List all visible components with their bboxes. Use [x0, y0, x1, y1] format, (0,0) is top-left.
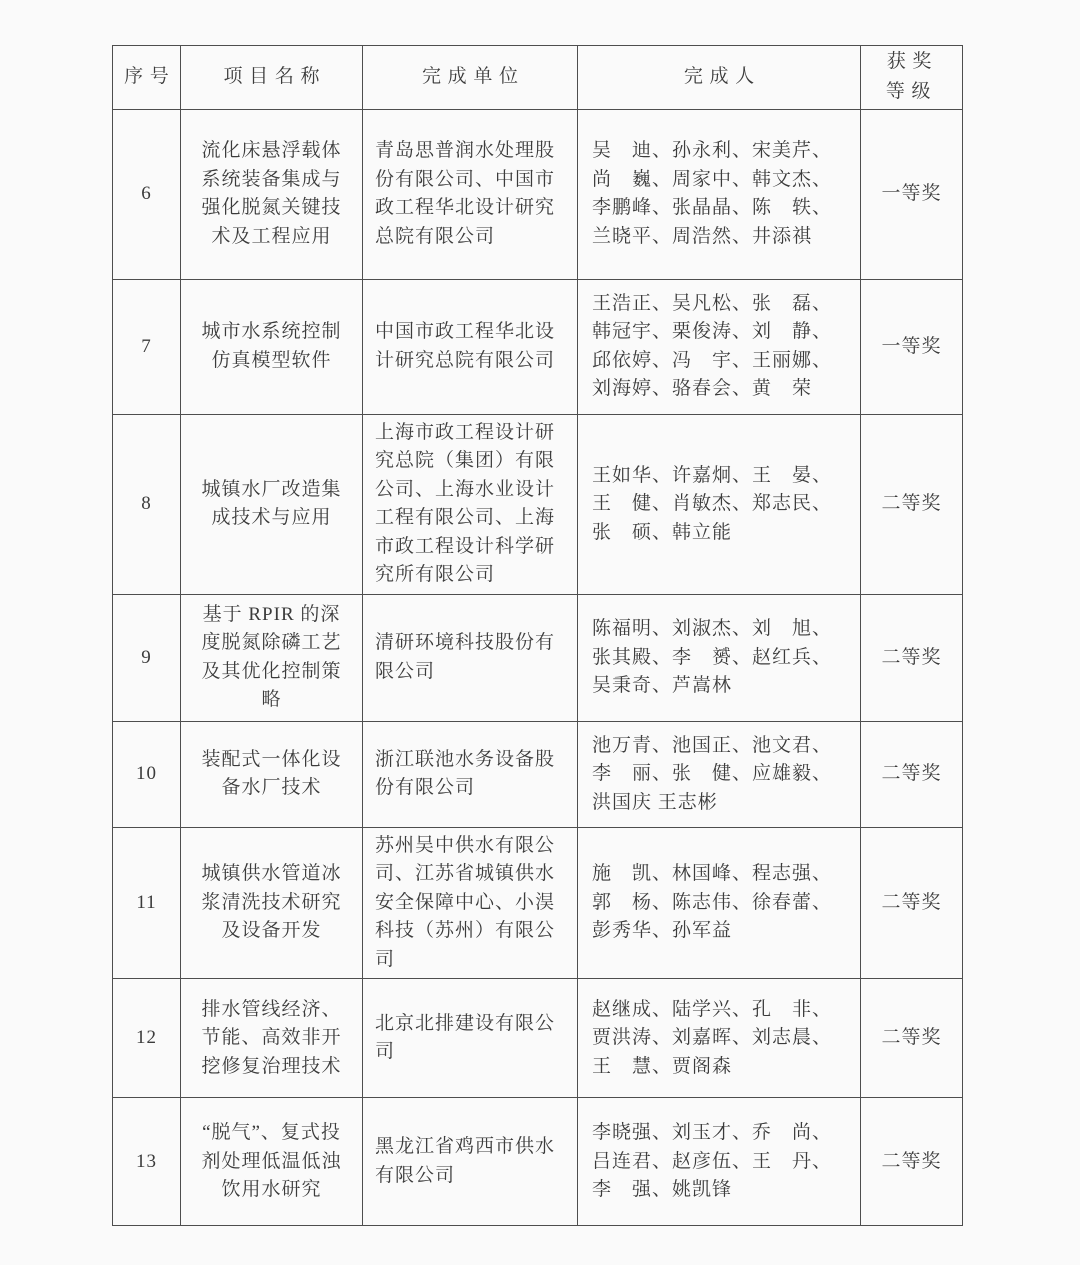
header-people: 完成人 — [578, 46, 861, 110]
cell-org: 黑龙江省鸡西市供水有限公司 — [363, 1098, 578, 1226]
award-table — [112, 45, 963, 1226]
table-row — [113, 721, 963, 827]
cell-org: 清研环境科技股份有限公司 — [363, 594, 578, 721]
header-project: 项目名称 — [181, 46, 363, 110]
table-row — [113, 594, 963, 721]
table-row — [113, 279, 963, 414]
cell-org: 中国市政工程华北设计研究总院有限公司 — [363, 279, 578, 414]
header-no: 序号 — [113, 46, 181, 110]
cell-project: 装配式一体化设备水厂技术 — [181, 721, 363, 827]
cell-award: 一等奖 — [861, 279, 963, 414]
cell-org: 青岛思普润水处理股份有限公司、中国市政工程华北设计研究总院有限公司 — [363, 109, 578, 279]
cell-award: 一等奖 — [861, 109, 963, 279]
cell-org: 上海市政工程设计研究总院（集团）有限公司、上海水业设计工程有限公司、上海市政工程设计科学研究所有限公司 — [363, 414, 578, 594]
cell-people: 施 凯、林国峰、程志强、郭 杨、陈志伟、徐春蕾、彭秀华、孙军益 — [578, 827, 861, 979]
table-header-row — [113, 46, 963, 110]
header-award — [861, 46, 963, 110]
cell-people: 吴 迪、孙永利、宋美芹、尚 巍、周家中、韩文杰、李鹏峰、张晶晶、陈 轶、兰晓平、周浩然、井添祺 — [578, 109, 861, 279]
table-row — [113, 414, 963, 594]
cell-org: 苏州吴中供水有限公司、江苏省城镇供水安全保障中心、小淏科技（苏州）有限公司 — [363, 827, 578, 979]
cell-project: 流化床悬浮载体系统装备集成与强化脱氮关键技术及工程应用 — [181, 109, 363, 279]
cell-people: 王如华、许嘉炯、王 晏、王 健、肖敏杰、郑志民、张 硕、韩立能 — [578, 414, 861, 594]
header-award-label: 获奖等级 — [885, 51, 939, 103]
cell-no: 8 — [113, 414, 181, 594]
cell-award: 二等奖 — [861, 827, 963, 979]
cell-project: 城镇水厂改造集成技术与应用 — [181, 414, 363, 594]
cell-people: 李晓强、刘玉才、乔 尚、吕连君、赵彦伍、王 丹、李 强、姚凯锋 — [578, 1098, 861, 1226]
cell-project: 排水管线经济、节能、高效非开挖修复治理技术 — [181, 979, 363, 1098]
cell-project: 基于 RPIR 的深度脱氮除磷工艺及其优化控制策略 — [181, 594, 363, 721]
table-row — [113, 827, 963, 979]
table-body — [113, 109, 963, 1226]
cell-org: 浙江联池水务设备股份有限公司 — [363, 721, 578, 827]
cell-no: 6 — [113, 109, 181, 279]
cell-award: 二等奖 — [861, 414, 963, 594]
cell-project: 城镇供水管道冰浆清洗技术研究及设备开发 — [181, 827, 363, 979]
cell-award: 二等奖 — [861, 721, 963, 827]
cell-org: 北京北排建设有限公司 — [363, 979, 578, 1098]
cell-no: 11 — [113, 827, 181, 979]
cell-project: “脱气”、复式投剂处理低温低浊饮用水研究 — [181, 1098, 363, 1226]
cell-no: 9 — [113, 594, 181, 721]
cell-award: 二等奖 — [861, 594, 963, 721]
cell-people: 王浩正、吴凡松、张 磊、韩冠宇、栗俊涛、刘 静、邱依婷、冯 宇、王丽娜、刘海婷、骆春会、黄 荣 — [578, 279, 861, 414]
cell-no: 12 — [113, 979, 181, 1098]
header-org: 完成单位 — [363, 46, 578, 110]
cell-award: 二等奖 — [861, 1098, 963, 1226]
table-row — [113, 109, 963, 279]
table-row — [113, 1098, 963, 1226]
cell-people: 赵继成、陆学兴、孔 非、贾洪涛、刘嘉晖、刘志晨、王 慧、贾阁森 — [578, 979, 861, 1098]
cell-no: 10 — [113, 721, 181, 827]
cell-people: 池万青、池国正、池文君、李 丽、张 健、应雄毅、洪国庆 王志彬 — [578, 721, 861, 827]
cell-no: 13 — [113, 1098, 181, 1226]
table-row — [113, 979, 963, 1098]
cell-project: 城市水系统控制仿真模型软件 — [181, 279, 363, 414]
cell-no: 7 — [113, 279, 181, 414]
cell-award: 二等奖 — [861, 979, 963, 1098]
cell-people: 陈福明、刘淑杰、刘 旭、张其殿、李 赟、赵红兵、吴秉奇、芦嵩林 — [578, 594, 861, 721]
